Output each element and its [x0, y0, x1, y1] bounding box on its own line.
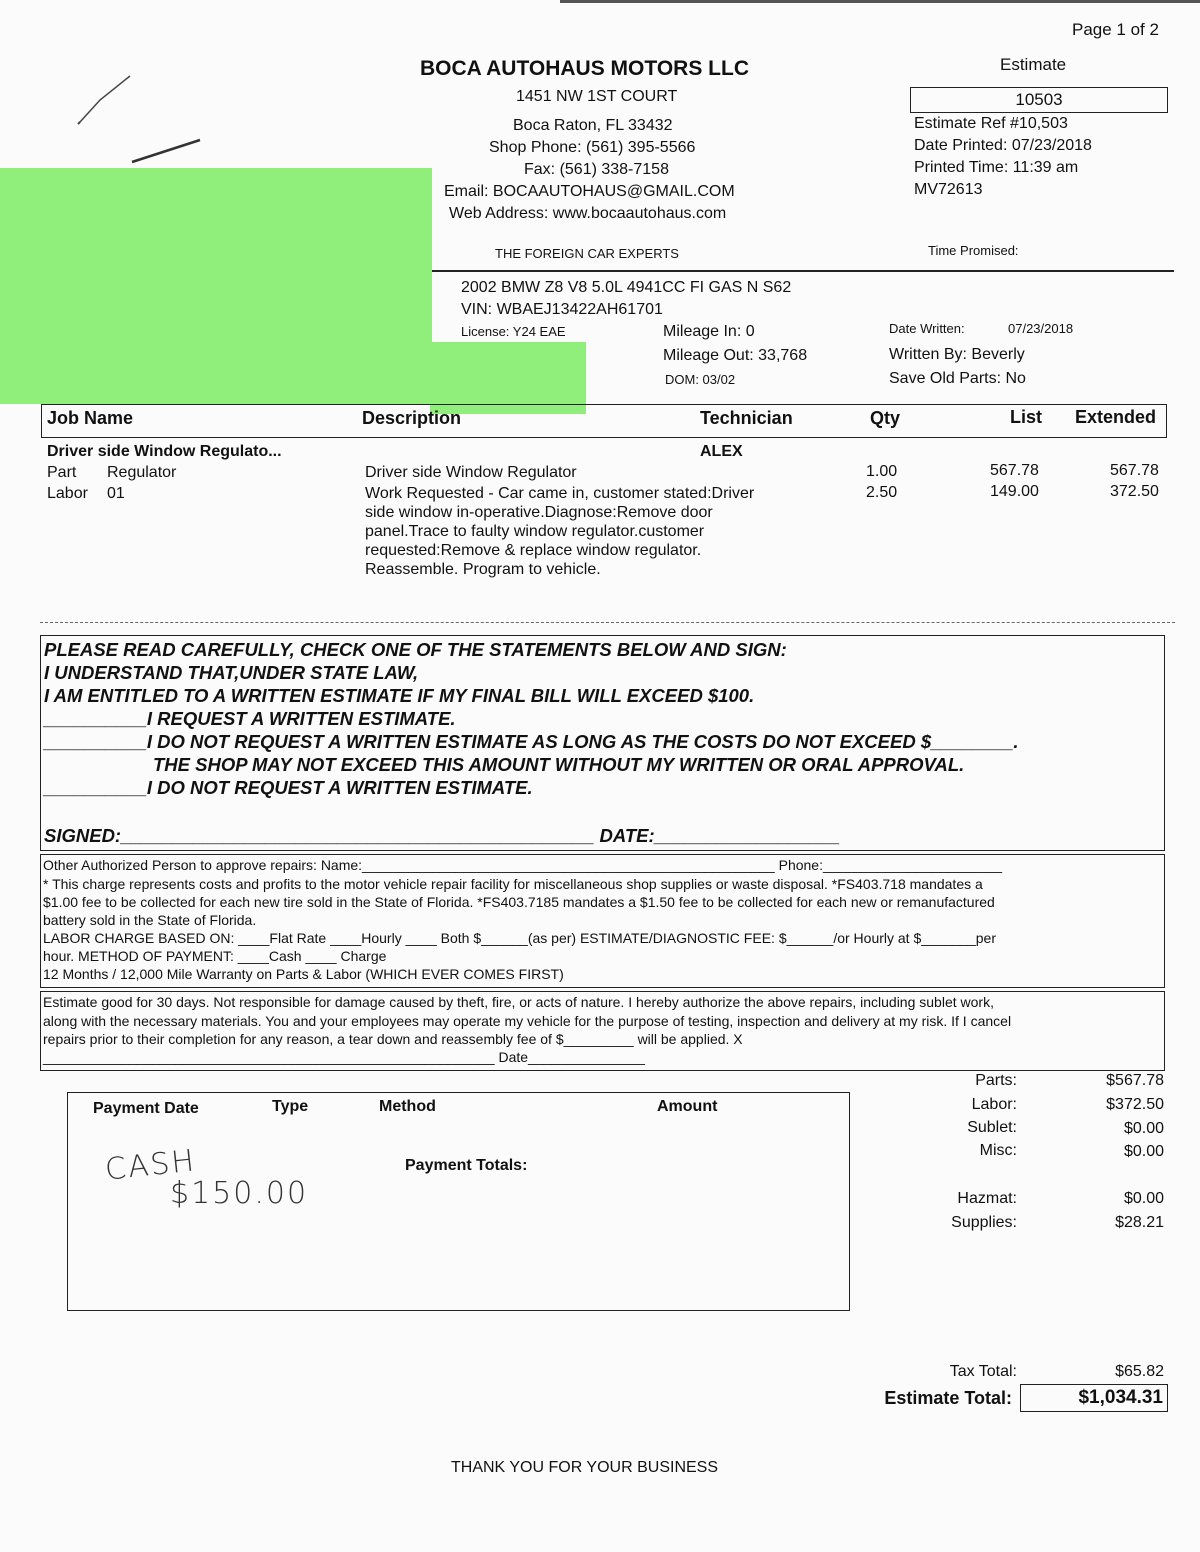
header-rule — [432, 270, 1174, 272]
signature-date-line[interactable]: SIGNED:______________________________________________ DATE:__________________ — [44, 825, 840, 846]
written-by: Written By: Beverly — [889, 346, 1025, 363]
th-description: Description — [362, 408, 462, 428]
printed-time: Printed Time: 11:39 am — [914, 159, 1079, 176]
doc-type: Estimate — [1000, 55, 1067, 74]
shop-name: BOCA AUTOHAUS MOTORS LLC — [420, 57, 749, 80]
row-code: 01 — [107, 485, 125, 502]
time-promised: Time Promised: — [928, 243, 1019, 258]
payment-amount-header: Amount — [657, 1098, 718, 1115]
row-qty: 1.00 — [866, 463, 898, 480]
payment-method-header: Method — [379, 1098, 436, 1115]
handwritten-amount: $150.00 — [170, 1176, 309, 1211]
payment-date-header: Payment Date — [93, 1100, 199, 1117]
labor-desc-line: Reassemble. Program to vehicle. — [365, 561, 601, 578]
row-desc: Work Requested - Car came in, customer stated:Driver — [365, 485, 755, 502]
sublet-total: $0.00 — [1123, 1120, 1164, 1137]
fee-notice: * This charge represents costs and profits to the motor vehicle repair facility for miscellaneous shop supplies or waste disposal. *FS403.718 mandates a — [43, 876, 983, 892]
notice-line: I AM ENTITLED TO A WRITTEN ESTIMATE IF MY FINAL BILL WILL EXCEED $100. — [44, 685, 755, 706]
th-list: List — [1010, 407, 1043, 427]
scan-edge — [560, 0, 1200, 3]
dom: DOM: 03/02 — [665, 372, 736, 387]
shop-address: 1451 NW 1ST COURT — [516, 88, 678, 105]
authorization-text: Estimate good for 30 days. Not responsible for damage caused by theft, fire, or acts of nature. I hereby authorize the above repairs, including sublet work, — [43, 994, 994, 1010]
payment-type-header: Type — [272, 1098, 309, 1115]
notice-line: PLEASE READ CAREFULLY, CHECK ONE OF THE STATEMENTS BELOW AND SIGN: — [44, 639, 787, 660]
job-title: Driver side Window Regulato... — [47, 443, 282, 460]
th-extended: Extended — [1075, 407, 1157, 427]
shop-tagline: THE FOREIGN CAR EXPERTS — [495, 246, 679, 261]
dashed-divider — [40, 622, 1175, 623]
payment-totals-label: Payment Totals: — [405, 1157, 528, 1174]
labor-label: Labor: — [971, 1096, 1017, 1113]
notice-line: THE SHOP MAY NOT EXCEED THIS AMOUNT WITHOUT MY WRITTEN OR ORAL APPROVAL. — [153, 754, 965, 775]
misc-total: $0.00 — [1123, 1143, 1164, 1160]
parts-total: $567.78 — [1106, 1072, 1164, 1089]
labor-charge-line[interactable]: LABOR CHARGE BASED ON: ____Flat Rate ____Hourly ____ Both $______(as per) ESTIMATE/DIAGNOSTIC FEE: $______/or Hourly at $_______per — [43, 930, 996, 946]
tax-label: Tax Total: — [949, 1363, 1017, 1380]
labor-desc-line: panel.Trace to faulty window regulator.customer — [365, 523, 705, 540]
fee-notice: $1.00 fee to be collected for each new tire sold in the State of Florida. *FS403.7185 mandates a $1.50 fee to be collected for each new or remanufactured — [43, 894, 995, 910]
table-header — [41, 404, 1167, 438]
row-extended: 372.50 — [1110, 483, 1159, 500]
estimate-ref: Estimate Ref #10,503 — [914, 115, 1068, 132]
labor-total: $372.50 — [1106, 1096, 1164, 1113]
row-list: 567.78 — [990, 462, 1039, 479]
shop-phone: Shop Phone: (561) 395-5566 — [489, 139, 696, 156]
date-written: 07/23/2018 — [1008, 321, 1074, 336]
tax-total: $65.82 — [1115, 1363, 1164, 1380]
labor-desc-line: side window in-operative.Diagnose:Remove door — [365, 504, 713, 521]
estimate-number-box — [910, 87, 1168, 113]
row-desc: Driver side Window Regulator — [365, 464, 577, 481]
fee-notice: battery sold in the State of Florida. — [43, 912, 257, 928]
authorized-person-line[interactable]: Other Authorized Person to approve repairs: Name:_____________________________________________________ Phone:_______________________ — [43, 857, 1003, 873]
misc-label: Misc: — [979, 1142, 1017, 1159]
parts-label: Parts: — [975, 1072, 1017, 1089]
shop-city: Boca Raton, FL 33432 — [513, 117, 673, 134]
handwritten-cash: CASH — [103, 1143, 198, 1188]
authorization-date-line[interactable]: __________________________________________________________ Date_______________ — [43, 1049, 645, 1065]
notice-line: I UNDERSTAND THAT,UNDER STATE LAW, — [44, 662, 419, 683]
page-label: Page 1 of 2 — [1072, 20, 1159, 39]
hazmat-label: Hazmat: — [957, 1190, 1017, 1207]
estimate-total-label: Estimate Total: — [884, 1388, 1012, 1408]
mileage-in: Mileage In: 0 — [663, 323, 755, 340]
payment-method-line[interactable]: hour. METHOD OF PAYMENT: ____Cash ____ Charge — [43, 948, 387, 964]
th-qty: Qty — [870, 408, 901, 428]
shop-fax: Fax: (561) 338-7158 — [524, 161, 669, 178]
warranty-line: 12 Months / 12,000 Mile Warranty on Parts & Labor (WHICH EVER COMES FIRST) — [43, 966, 564, 982]
row-qty: 2.50 — [866, 484, 898, 501]
labor-desc-line: requested:Remove & replace window regulator. — [365, 542, 702, 559]
estimate-total: $1,034.31 — [1078, 1387, 1163, 1408]
supplies-label: Supplies: — [951, 1214, 1017, 1231]
vehicle-vin: VIN: WBAEJ13422AH61701 — [461, 301, 663, 318]
hazmat-total: $0.00 — [1123, 1190, 1164, 1207]
estimate-number: 10503 — [1015, 90, 1063, 109]
vehicle-license: License: Y24 EAE — [461, 324, 566, 339]
row-extended: 567.78 — [1110, 462, 1159, 479]
th-technician: Technician — [700, 408, 793, 428]
date-printed: Date Printed: 07/23/2018 — [914, 137, 1092, 154]
vehicle-desc: 2002 BMW Z8 V8 5.0L 4941CC FI GAS N S62 — [461, 279, 792, 296]
row-type: Part — [47, 464, 77, 481]
sublet-label: Sublet: — [967, 1119, 1017, 1136]
shop-email: Email: BOCAAUTOHAUS@GMAIL.COM — [444, 183, 735, 200]
shop-web: Web Address: www.bocaautohaus.com — [449, 205, 727, 222]
mileage-out: Mileage Out: 33,768 — [663, 347, 808, 364]
date-written-label: Date Written: — [889, 321, 965, 336]
request-estimate-option[interactable]: __________I REQUEST A WRITTEN ESTIMATE. — [44, 708, 456, 729]
supplies-total: $28.21 — [1115, 1214, 1164, 1231]
mv-number: MV72613 — [914, 181, 983, 198]
estimate-total-box — [1020, 1384, 1168, 1412]
row-type: Labor — [47, 485, 88, 502]
th-job-name: Job Name — [47, 408, 134, 428]
row-code: Regulator — [107, 464, 177, 481]
limit-estimate-option[interactable]: __________I DO NOT REQUEST A WRITTEN ESTIMATE AS LONG AS THE COSTS DO NOT EXCEED $________. — [44, 731, 1019, 752]
no-estimate-option[interactable]: __________I DO NOT REQUEST A WRITTEN ESTIMATE. — [44, 777, 533, 798]
row-list: 149.00 — [990, 483, 1039, 500]
staple-marks — [70, 70, 210, 170]
sticky-note-redaction — [0, 168, 432, 404]
save-old-parts: Save Old Parts: No — [889, 370, 1026, 387]
thank-you: THANK YOU FOR YOUR BUSINESS — [451, 1459, 719, 1476]
authorization-text: repairs prior to their completion for any reason, a tear down and reassembly fee of $_________ will be applied. X — [43, 1031, 743, 1047]
authorization-text: along with the necessary materials. You and your employees may operate my vehicle for the purpose of testing, inspection and delivery at my risk. If I cancel — [43, 1013, 1012, 1029]
technician-name: ALEX — [700, 443, 743, 460]
